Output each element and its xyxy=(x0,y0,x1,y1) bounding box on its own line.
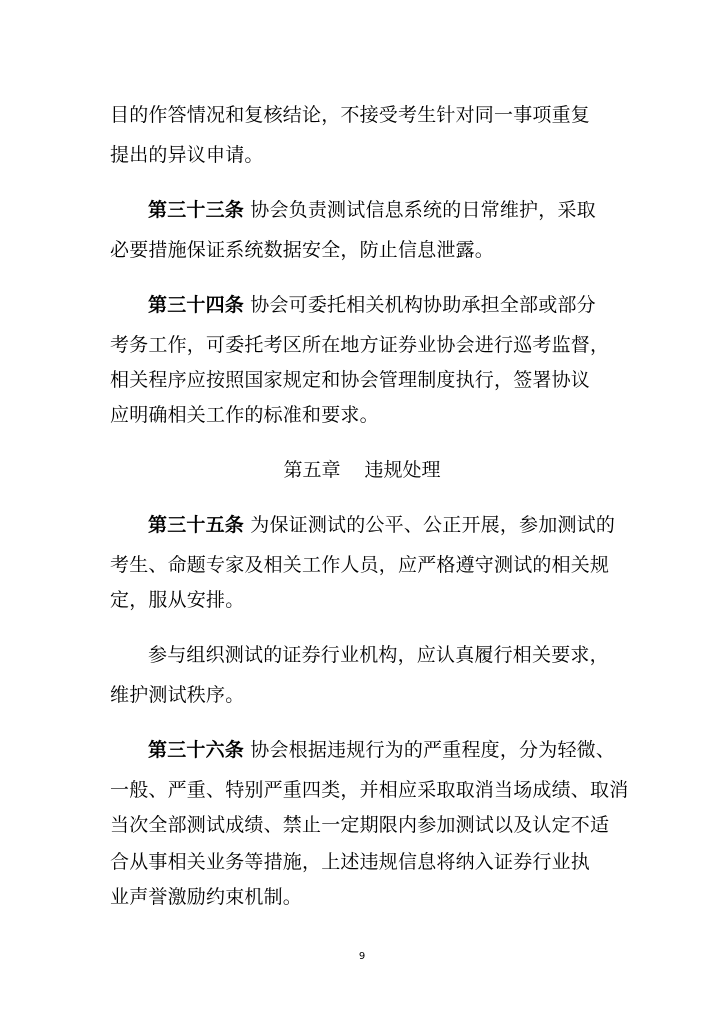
chapter-heading xyxy=(0,458,724,482)
article-36-first-line xyxy=(148,738,615,762)
text-line: 考生、命题专家及相关工作人员，应严格遵守测试的相关规 xyxy=(110,554,610,576)
article-36-text: 协会根据违规行为的严重程度，分为轻微、 xyxy=(244,739,616,761)
text-line: 目的作答情况和复核结论，不接受考生针对同一事项重复 xyxy=(110,104,591,126)
page-number: 9 xyxy=(358,951,366,962)
article-33-text: 协会负责测试信息系统的日常维护，采取 xyxy=(244,199,596,221)
article-36-title: 第三十六条 xyxy=(148,739,245,761)
chapter-number: 第五章 xyxy=(283,459,341,481)
text-line: 合从事相关业务等措施，上述违规信息将纳入证券行业执 xyxy=(110,851,591,873)
text-line: 一般、严重、特别严重四类，并相应采取取消当场成绩、取消 xyxy=(110,779,629,801)
text-line: 定，服从安排。 xyxy=(110,589,245,611)
text-line: 必要措施保证系统数据安全，防止信息泄露。 xyxy=(110,239,495,261)
text-line: 业声誉激励约束机制。 xyxy=(110,886,303,908)
chapter-title: 违规处理 xyxy=(364,459,441,481)
article-35-text: 为保证测试的公平、公正开展，参加测试的 xyxy=(244,514,616,536)
paragraph-first-line: 参与组织测试的证券行业机构，应认真履行相关要求， xyxy=(148,644,609,666)
text-line: 维护测试秩序。 xyxy=(110,684,245,706)
text-line: 考务工作，可委托考区所在地方证券业协会进行巡考监督， xyxy=(110,334,610,356)
article-35-first-line xyxy=(148,513,615,537)
text-line: 相关程序应按照国家规定和协会管理制度执行，签署协议 xyxy=(110,369,591,391)
article-33-title: 第三十三条 xyxy=(148,199,245,221)
text-line: 应明确相关工作的标准和要求。 xyxy=(110,404,379,426)
article-34-first-line xyxy=(148,293,596,317)
article-34-text: 协会可委托相关机构协助承担全部或部分 xyxy=(244,294,596,316)
article-34-title: 第三十四条 xyxy=(148,294,245,316)
text-line: 当次全部测试成绩、禁止一定期限内参加测试以及认定不适 xyxy=(110,814,610,836)
article-35-title: 第三十五条 xyxy=(148,514,245,536)
text-line: 提出的异议申请。 xyxy=(110,144,264,166)
article-33-first-line xyxy=(148,198,596,222)
